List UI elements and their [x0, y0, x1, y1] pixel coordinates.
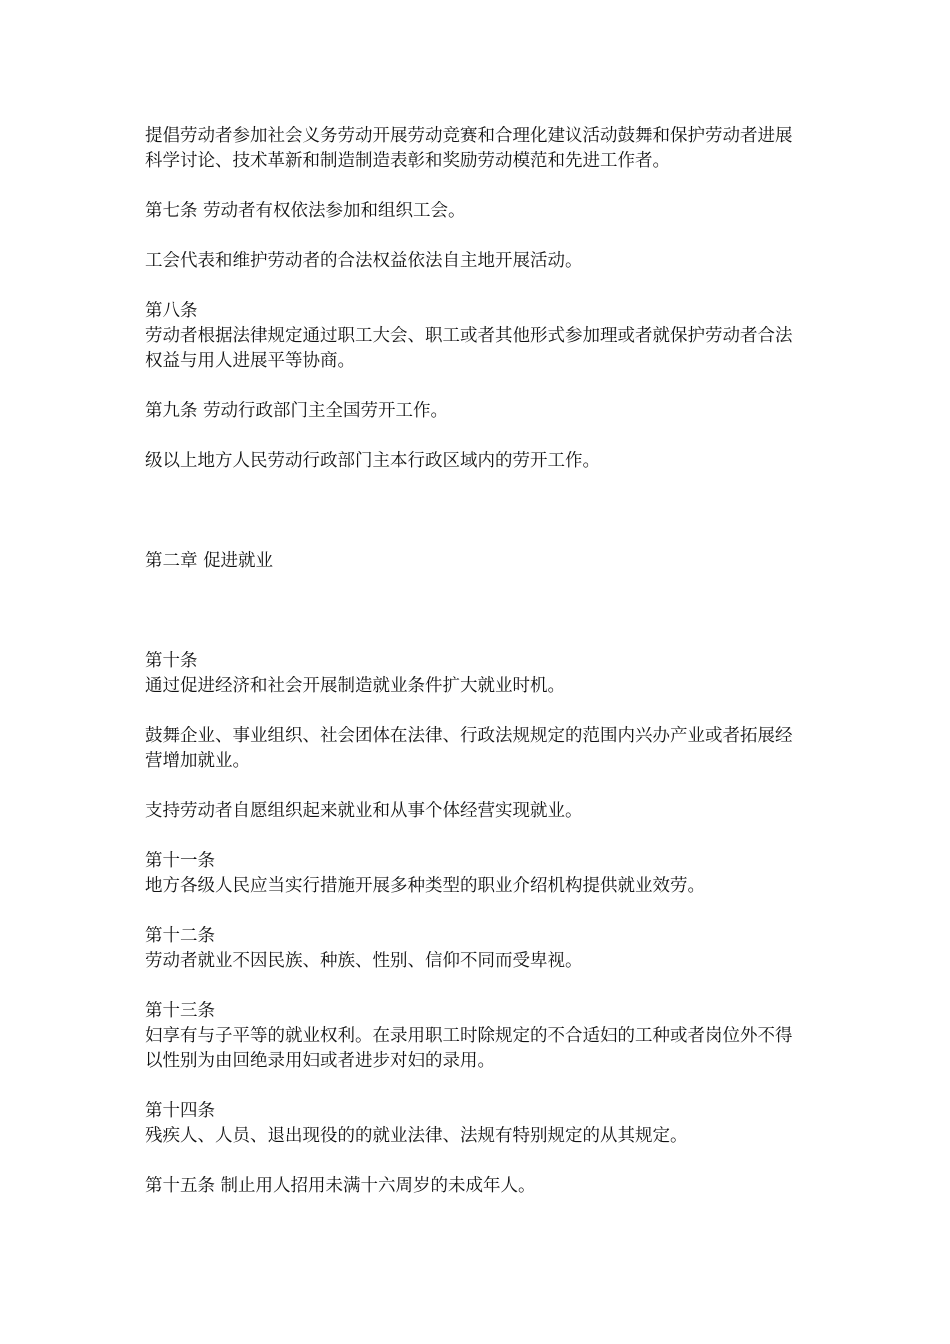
article-9: 第九条 劳动行政部门主全国劳开工作。: [145, 401, 449, 421]
paragraph-local-labor-dept: 级以上地方人民劳动行政部门主本行政区域内的劳开工作。: [145, 451, 600, 471]
paragraph-self-employment: 支持劳动者自愿组织起来就业和从事个体经营实现就业。: [145, 801, 583, 821]
document-body: [145, 124, 805, 1199]
article-11-text: 地方各级人民应当实行措施开展多种类型的职业介绍机构提供就业效劳。: [145, 876, 705, 896]
paragraph-encourage-enterprises: 鼓舞企业、事业组织、社会团体在法律、行政法规规定的范围内兴办产业或者拓展经营增加就业。: [145, 726, 793, 771]
paragraph-trade-union: 工会代表和维护劳动者的合法权益依法自主地开展活动。: [145, 251, 583, 271]
article-12-heading: 第十二条: [145, 926, 215, 946]
article-7: 第七条 劳动者有权依法参加和组织工会。: [145, 201, 466, 221]
paragraph-promote-labor: 提倡劳动者参加社会义务劳动开展劳动竞赛和合理化建议活动鼓舞和保护劳动者进展科学讨论、技术革新和制造制造表彰和奖励劳动模范和先进工作者。: [145, 126, 793, 171]
article-12-text: 劳动者就业不因民族、种族、性别、信仰不同而受卑视。: [145, 951, 583, 971]
article-14-text: 残疾人、人员、退出现役的的就业法律、法规有特别规定的从其规定。: [145, 1126, 688, 1146]
article-15: 第十五条 制止用人招用未满十六周岁的未成年人。: [145, 1176, 536, 1196]
article-11-heading: 第十一条: [145, 851, 215, 871]
article-13-heading: 第十三条: [145, 1001, 215, 1021]
article-13-text: 妇享有与子平等的就业权利。在录用职工时除规定的不合适妇的工种或者岗位外不得以性别为由回绝录用妇或者进步对妇的录用。: [145, 1026, 793, 1071]
article-8-text: 劳动者根据法律规定通过职工大会、职工或者其他形式参加理或者就保护劳动者合法权益与用人进展平等协商。: [145, 326, 793, 371]
article-10-heading: 第十条: [145, 651, 198, 671]
article-8-heading: 第八条: [145, 301, 198, 321]
article-10-text: 通过促进经济和社会开展制造就业条件扩大就业时机。: [145, 676, 565, 696]
chapter-2-title: 第二章 促进就业: [145, 551, 274, 571]
article-14-heading: 第十四条: [145, 1101, 215, 1121]
